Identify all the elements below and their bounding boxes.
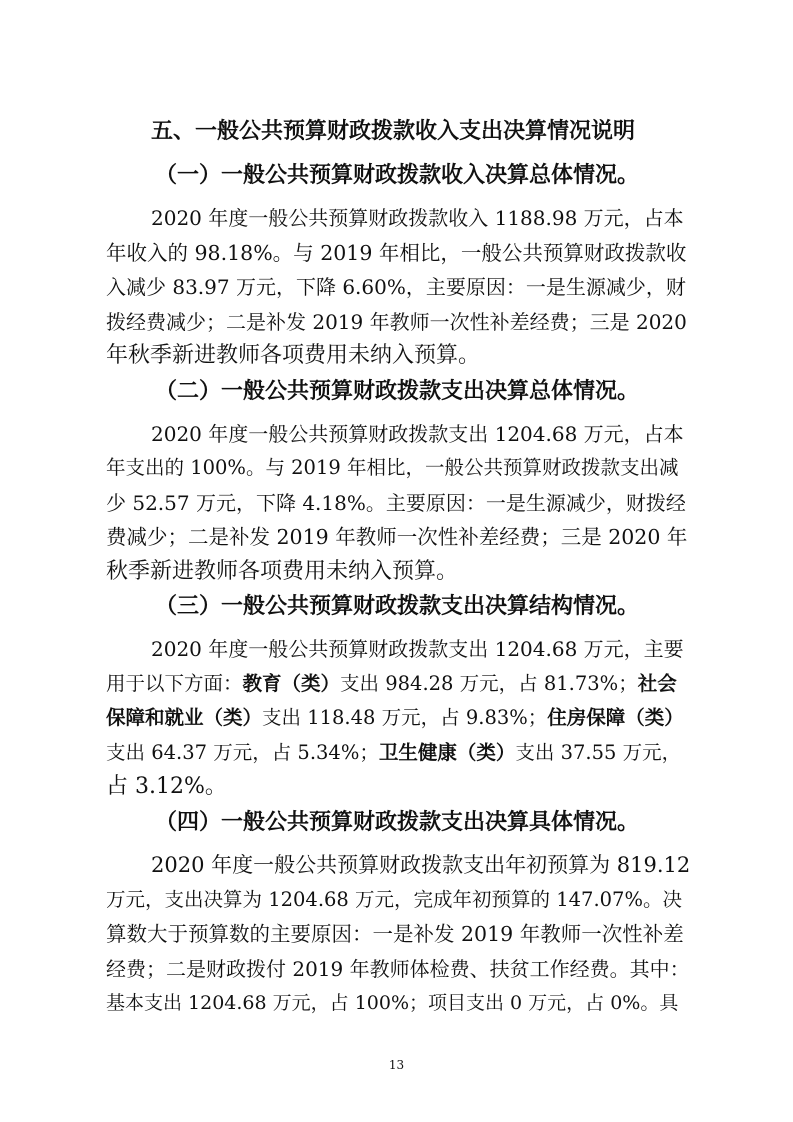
paragraph-line bbox=[106, 738, 681, 768]
paragraph-line: 费减少；二是补发 2019 年教师一次性补差经费；三是 2020 年 bbox=[106, 525, 688, 549]
text-run: 支出 984.28 万元，占 81.73%； bbox=[340, 672, 638, 695]
bold-category: 住房保障（类） bbox=[547, 706, 684, 729]
paragraph-line: 秋季新进教师各项费用未纳入预算。 bbox=[106, 559, 459, 584]
text-run: 支出 118.48 万元，占 9.83%； bbox=[262, 706, 548, 729]
paragraph-line: 少 52.57 万元，下降 4.18%。主要原因：一是生源减少，财拨经 bbox=[106, 491, 686, 515]
paragraph-line: 2020 年度一般公共预算财政拨款收入 1188.98 万元，占本 bbox=[151, 206, 684, 230]
bold-category: 卫生健康（类） bbox=[378, 741, 516, 764]
paragraph-line: 基本支出 1204.68 万元，占 100%；项目支出 0 万元，占 0%。具 bbox=[106, 992, 679, 1014]
paragraph-line: 算数大于预算数的主要原因：一是补发 2019 年教师一次性补差 bbox=[106, 922, 684, 946]
paragraph-line: 年收入的 98.18%。与 2019 年相比，一般公共预算财政拨款收 bbox=[106, 241, 687, 265]
paragraph-line: 入减少 83.97 万元，下降 6.60%，主要原因：一是生源减少，财 bbox=[106, 275, 686, 299]
paragraph-line: 占 3.12%。 bbox=[106, 774, 227, 799]
paragraph-line bbox=[106, 703, 684, 733]
section-heading: 五、一般公共预算财政拨款收入支出决算情况说明 bbox=[151, 118, 636, 144]
subsection-title-4: （四）一般公共预算财政拨款支出决算具体情况。 bbox=[155, 809, 640, 835]
paragraph-line: 2020 年度一般公共预算财政拨款支出 1204.68 万元，主要 bbox=[151, 637, 684, 661]
subsection-title-1: （一）一般公共预算财政拨款收入决算总体情况。 bbox=[155, 162, 640, 188]
paragraph-line bbox=[106, 669, 677, 699]
text-run: 支出 64.37 万元，占 5.34%； bbox=[106, 741, 379, 764]
text-run: 支出 37.55 万元， bbox=[515, 741, 682, 764]
subsection-title-3: （三）一般公共预算财政拨款支出决算结构情况。 bbox=[155, 593, 640, 619]
paragraph-line: 年支出的 100%。与 2019 年相比，一般公共预算财政拨款支出减 bbox=[106, 456, 679, 479]
page-number: 13 bbox=[388, 1058, 405, 1072]
bold-category: 教育（类） bbox=[242, 672, 341, 695]
paragraph-line: 万元，支出决算为 1204.68 万元，完成年初预算的 147.07%。决 bbox=[106, 888, 682, 911]
paragraph-line: 拨经费减少；二是补发 2019 年教师一次性补差经费；三是 2020 bbox=[106, 310, 687, 334]
bold-category: 社会 bbox=[637, 672, 677, 695]
paragraph-line: 年秋季新进教师各项费用未纳入预算。 bbox=[106, 343, 481, 368]
paragraph-line: 经费；二是财政拨付 2019 年教师体检费、扶贫工作经费。其中： bbox=[106, 957, 690, 981]
bold-category: 保障和就业（类） bbox=[106, 706, 263, 729]
text-run: 用于以下方面： bbox=[106, 672, 243, 695]
paragraph-line: 2020 年度一般公共预算财政拨款支出 1204.68 万元，占本 bbox=[151, 422, 684, 446]
subsection-title-2: （二）一般公共预算财政拨款支出决算总体情况。 bbox=[155, 378, 640, 404]
paragraph-line: 2020 年度一般公共预算财政拨款支出年初预算为 819.12 bbox=[151, 853, 691, 877]
